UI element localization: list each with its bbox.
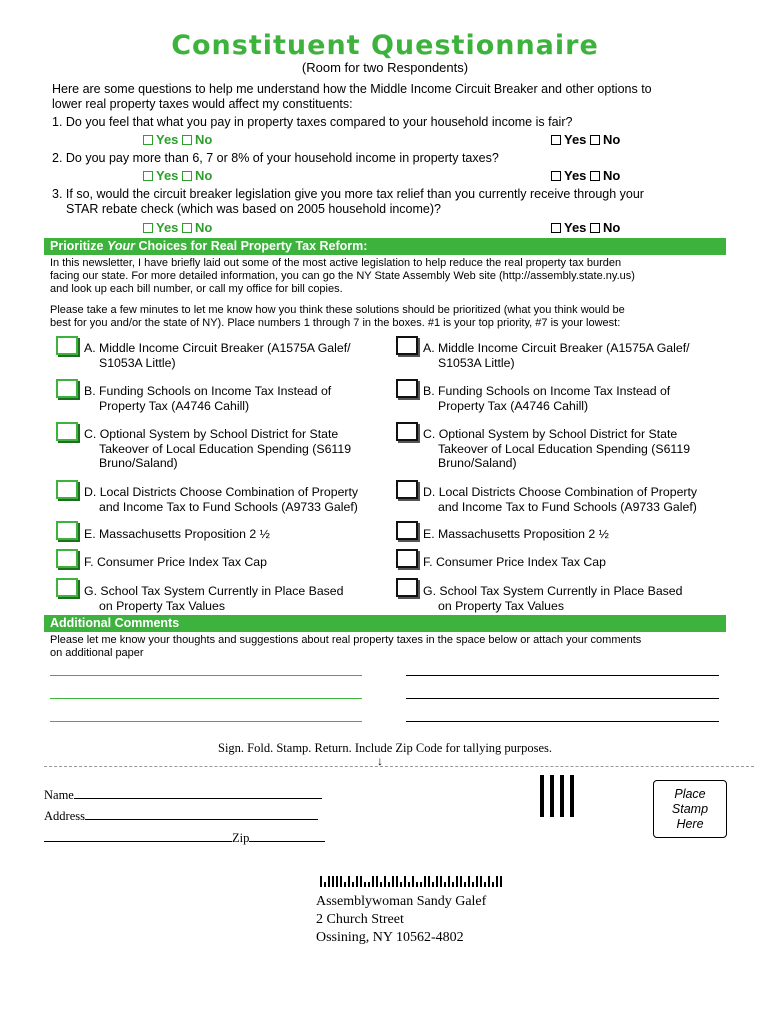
prioritize-instructions: Please take a few minutes to let me know how you think these solutions should be prioritized (what you think would be best for you and/or the state of NY). Place numbers 1 through 7 in the boxes. #1 is your top priority, #7 is your lowest:: [50, 304, 625, 329]
question-3: 3. If so, would the circuit breaker legislation give you more tax relief than you currently receive through your STAR rebate check (which was based on 2005 household income)?: [52, 187, 644, 216]
checkbox-icon[interactable]: [182, 223, 192, 233]
question-1: 1. Do you feel that what you pay in property taxes compared to your household income is fair?: [52, 115, 573, 129]
comment-line-respondent2[interactable]: [406, 675, 719, 676]
barcode-bar: [392, 876, 394, 887]
comment-line-respondent2[interactable]: [406, 698, 719, 699]
barcode-bar: [344, 882, 346, 887]
barcode-bar: [320, 876, 322, 887]
barcode-bar: [472, 882, 474, 887]
page-title: Constituent Questionnaire: [171, 30, 599, 61]
barcode-bar: [336, 876, 338, 887]
barcode-bar: [368, 882, 370, 887]
barcode-bar: [488, 876, 490, 887]
checkbox-icon[interactable]: [551, 223, 561, 233]
option-g-respondent2: G. School Tax System Currently in Place Based on Property Tax Values: [423, 584, 683, 613]
priority-box-d-respondent1[interactable]: [56, 480, 78, 499]
prioritize-description: In this newsletter, I have briefly laid out some of the most active legislation to help reduce the real property tax burden facing our state. For more detailed information, you can go the NY State Assembly Web site (http://assembly.state.ny.us) and look up each bill number, or call my office for bill copies.: [50, 257, 635, 295]
barcode-bar: [436, 876, 438, 887]
barcode-bar: [400, 882, 402, 887]
option-a-respondent2: A. Middle Income Circuit Breaker (A1575A Galef/ S1053A Little): [423, 341, 690, 370]
barcode-bar: [460, 876, 462, 887]
barcode-bar: [440, 876, 442, 887]
priority-box-a-respondent2[interactable]: [396, 336, 418, 355]
barcode-bar: [424, 876, 426, 887]
q3-respondent1-choices: Yes No: [143, 220, 212, 235]
option-g-respondent1: G. School Tax System Currently in Place Based on Property Tax Values: [84, 584, 344, 613]
checkbox-icon[interactable]: [143, 135, 153, 145]
barcode-bar: [468, 876, 470, 887]
priority-box-f-respondent2[interactable]: [396, 549, 418, 568]
checkbox-icon[interactable]: [551, 171, 561, 181]
barcode-bar: [448, 876, 450, 887]
barcode-bar: [476, 876, 478, 887]
comment-line-respondent1[interactable]: [50, 721, 362, 722]
recipient-address: Assemblywoman Sandy Galef 2 Church Street Ossining, NY 10562-4802: [316, 894, 487, 945]
checkbox-icon[interactable]: [590, 171, 600, 181]
barcode-bar: [388, 882, 390, 887]
barcode-bar: [444, 882, 446, 887]
barcode-bar: [404, 876, 406, 887]
barcode-bar: [364, 882, 366, 887]
name-field[interactable]: Name: [44, 788, 322, 803]
barcode-bar: [360, 876, 362, 887]
q1-respondent1-choices: Yes No: [143, 132, 212, 147]
priority-box-g-respondent1[interactable]: [56, 578, 78, 597]
additional-comments-text: Please let me know your thoughts and suggestions about real property taxes in the space below or attach your comments on additional paper: [50, 634, 642, 659]
postal-barcode-icon: [320, 876, 504, 887]
barcode-bar: [324, 882, 326, 887]
page-subtitle: (Room for two Respondents): [301, 60, 469, 75]
option-c-respondent1: C. Optional System by School District for State Takeover of Local Education Spending (S6119 Bruno/Saland): [84, 427, 352, 470]
fold-line: [44, 766, 754, 767]
barcode-bar: [492, 882, 494, 887]
q1-respondent2-choices: Yes No: [551, 132, 620, 147]
checkbox-icon[interactable]: [182, 171, 192, 181]
barcode-bar: [428, 876, 430, 887]
option-c-respondent2: C. Optional System by School District for State Takeover of Local Education Spending (S6119 Bruno/Saland): [423, 427, 691, 470]
option-f-respondent2: F. Consumer Price Index Tax Cap: [423, 555, 606, 569]
additional-comments-header: Additional Comments: [44, 615, 726, 632]
q2-respondent1-choices: Yes No: [143, 168, 212, 183]
down-arrow-icon: ↓: [377, 754, 383, 768]
intro-text: Here are some questions to help me understand how the Middle Income Circuit Breaker and other options to lower real property taxes would affect my constituents:: [52, 82, 652, 111]
checkbox-icon[interactable]: [143, 223, 153, 233]
barcode-bar: [484, 882, 486, 887]
priority-box-e-respondent2[interactable]: [396, 521, 418, 540]
priority-box-d-respondent2[interactable]: [396, 480, 418, 499]
barcode-bar: [456, 876, 458, 887]
barcode-bar: [332, 876, 334, 887]
barcode-bar: [500, 876, 502, 887]
barcode-bar: [348, 876, 350, 887]
barcode-bar: [480, 876, 482, 887]
comment-line-respondent1[interactable]: [50, 698, 362, 699]
barcode-bar: [432, 882, 434, 887]
barcode-bar: [372, 876, 374, 887]
barcode-bar: [420, 882, 422, 887]
priority-box-c-respondent1[interactable]: [56, 422, 78, 441]
priority-box-a-respondent1[interactable]: [56, 336, 78, 355]
checkbox-icon[interactable]: [590, 223, 600, 233]
barcode-bar: [328, 876, 330, 887]
barcode-bar: [416, 882, 418, 887]
option-b-respondent2: B. Funding Schools on Income Tax Instead of Property Tax (A4746 Cahill): [423, 384, 671, 413]
barcode-bar: [376, 876, 378, 887]
fim-barcode-icon: [540, 775, 580, 822]
checkbox-icon[interactable]: [590, 135, 600, 145]
barcode-bar: [396, 876, 398, 887]
q2-respondent2-choices: Yes No: [551, 168, 620, 183]
priority-box-e-respondent1[interactable]: [56, 521, 78, 540]
barcode-bar: [384, 876, 386, 887]
comment-line-respondent2[interactable]: [406, 721, 719, 722]
option-b-respondent1: B. Funding Schools on Income Tax Instead of Property Tax (A4746 Cahill): [84, 384, 332, 413]
option-f-respondent1: F. Consumer Price Index Tax Cap: [84, 555, 267, 569]
comment-line-respondent1[interactable]: [50, 675, 362, 676]
zip-field[interactable]: Zip: [44, 831, 325, 846]
priority-box-g-respondent2[interactable]: [396, 578, 418, 597]
checkbox-icon[interactable]: [182, 135, 192, 145]
barcode-bar: [452, 882, 454, 887]
checkbox-icon[interactable]: [551, 135, 561, 145]
option-e-respondent2: E. Massachusetts Proposition 2 ½: [423, 527, 609, 541]
priority-box-f-respondent1[interactable]: [56, 549, 78, 568]
option-a-respondent1: A. Middle Income Circuit Breaker (A1575A Galef/ S1053A Little): [84, 341, 351, 370]
q3-respondent2-choices: Yes No: [551, 220, 620, 235]
priority-box-b-respondent2[interactable]: [396, 379, 418, 398]
priority-box-c-respondent2[interactable]: [396, 422, 418, 441]
barcode-bar: [380, 882, 382, 887]
barcode-bar: [356, 876, 358, 887]
address-field[interactable]: Address: [44, 809, 318, 824]
priority-box-b-respondent1[interactable]: [56, 379, 78, 398]
barcode-bar: [412, 876, 414, 887]
barcode-bar: [464, 882, 466, 887]
option-e-respondent1: E. Massachusetts Proposition 2 ½: [84, 527, 270, 541]
checkbox-icon[interactable]: [143, 171, 153, 181]
mail-instructions: Sign. Fold. Stamp. Return. Include Zip Code for tallying purposes.: [218, 741, 552, 755]
barcode-bar: [340, 876, 342, 887]
question-2: 2. Do you pay more than 6, 7 or 8% of your household income in property taxes?: [52, 151, 499, 165]
barcode-bar: [408, 882, 410, 887]
stamp-box: Place Stamp Here: [653, 780, 727, 838]
option-d-respondent2: D. Local Districts Choose Combination of Property and Income Tax to Fund Schools (A9733 Galef): [423, 485, 698, 514]
barcode-bar: [496, 876, 498, 887]
prioritize-section-header: Prioritize Your Choices for Real Property Tax Reform:: [44, 238, 726, 255]
barcode-bar: [352, 882, 354, 887]
option-d-respondent1: D. Local Districts Choose Combination of Property and Income Tax to Fund Schools (A9733 Galef): [84, 485, 359, 514]
